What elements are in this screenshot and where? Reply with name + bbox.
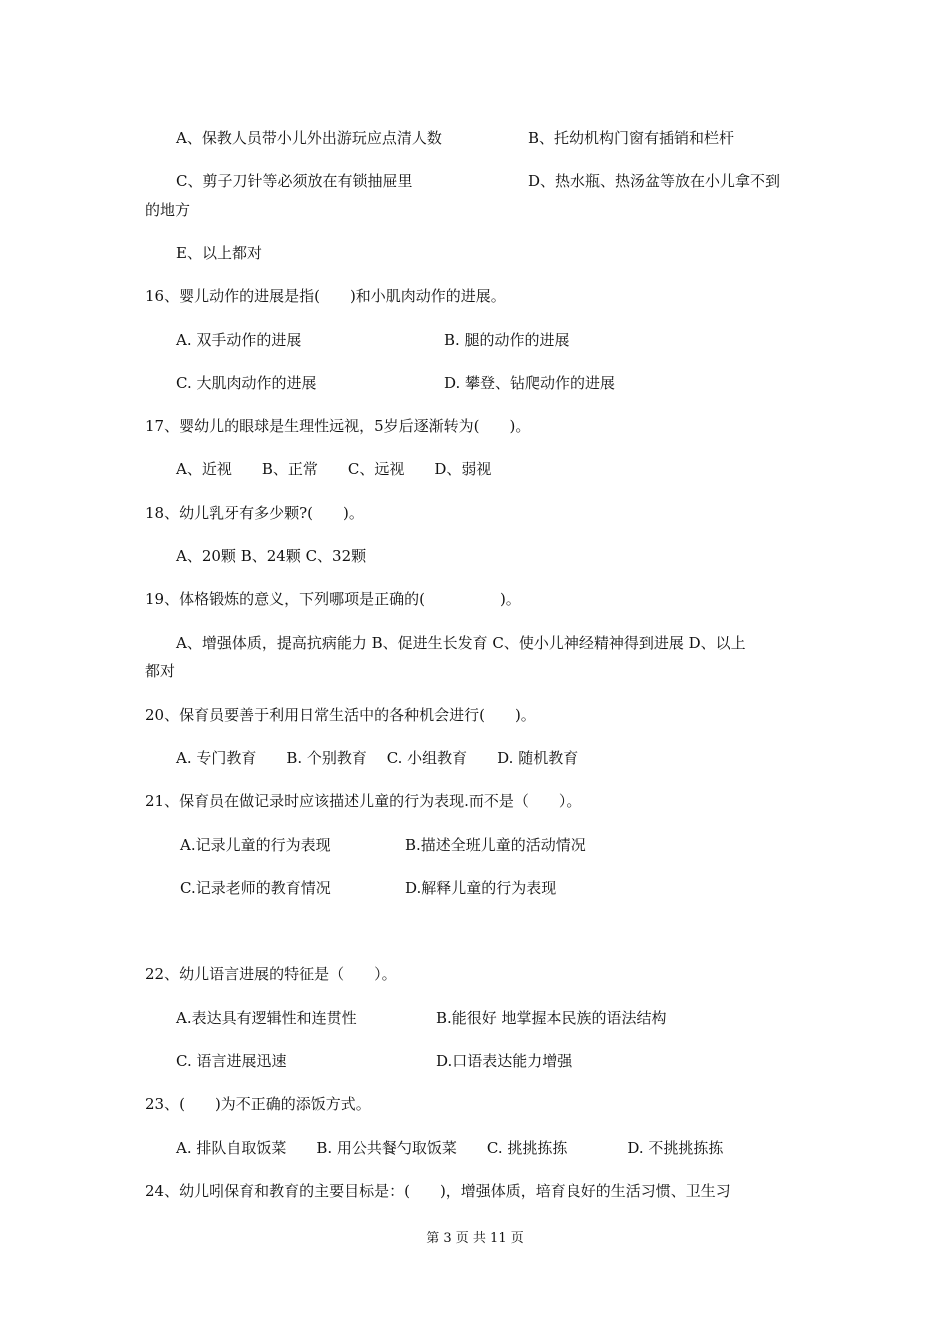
q19-options-continued: 都对 <box>145 662 176 680</box>
q15-option-d: D、热水瓶、热汤盆等放在小儿拿不到 <box>528 172 781 190</box>
q15-option-d-continued: 的地方 <box>145 201 191 219</box>
q19-options: A、增强体质，提高抗病能力 B、促进生长发育 C、使小儿神经精神得到进展 D、以上 <box>176 634 746 652</box>
q15-option-b: B、托幼机构门窗有插销和栏杆 <box>528 129 735 147</box>
q22-option-d: D.口语表达能力增强 <box>436 1052 573 1070</box>
page-number: 第 3 页 共 11 页 <box>426 1231 524 1246</box>
q20-stem: 20、保育员要善于利用日常生活中的各种机会进行( )。 <box>145 706 536 724</box>
q20-options: A. 专门教育 B. 个别教育 C. 小组教育 D. 随机教育 <box>176 749 579 767</box>
q23-stem: 23、( )为不正确的添饭方式。 <box>145 1095 371 1113</box>
q22-option-c: C. 语言进展迅速 <box>176 1052 287 1070</box>
q24-stem: 24、幼儿吲保育和教育的主要目标是：( )，增强体质，培育良好的生活习惯、卫生习 <box>145 1182 731 1200</box>
q16-option-c: C. 大肌肉动作的进展 <box>176 374 317 392</box>
q23-options: A. 排队自取饭菜 B. 用公共餐勺取饭菜 C. 挑挑拣拣 D. 不挑挑拣拣 <box>176 1139 724 1157</box>
q15-option-a: A、保教人员带小儿外出游玩应点清人数 <box>176 129 442 147</box>
q18-stem: 18、幼儿乳牙有多少颗?( )。 <box>145 504 364 522</box>
q16-option-b: B. 腿的动作的进展 <box>444 331 570 349</box>
q22-option-b: B.能很好 地掌握本民族的语法结构 <box>436 1009 667 1027</box>
q16-stem: 16、婴儿动作的进展是指( )和小肌肉动作的进展。 <box>145 287 506 305</box>
q22-stem: 22、幼儿语言进展的特征是（ ）。 <box>145 965 397 983</box>
q21-option-d: D.解释儿童的行为表现 <box>405 879 557 897</box>
q16-option-d: D. 攀登、钻爬动作的进展 <box>444 374 616 392</box>
q19-stem: 19、体格锻炼的意义，下列哪项是正确的( )。 <box>145 590 521 608</box>
q22-option-a: A.表达具有逻辑性和连贯性 <box>176 1009 357 1027</box>
q21-option-b: B.描述全班儿童的活动情况 <box>405 836 586 854</box>
q17-options: A、近视 B、正常 C、远视 D、弱视 <box>176 460 492 478</box>
q18-options: A、20颗 B、24颗 C、32颗 <box>176 547 367 565</box>
q17-stem: 17、婴幼儿的眼球是生理性远视，5岁后逐渐转为( )。 <box>145 417 531 435</box>
q21-option-c: C.记录老师的教育情况 <box>180 879 331 897</box>
q16-option-a: A. 双手动作的进展 <box>176 331 302 349</box>
q15-option-e: E、以上都对 <box>176 244 262 262</box>
q15-option-c: C、剪子刀针等必须放在有锁抽屉里 <box>176 172 413 190</box>
q21-stem: 21、保育员在做记录时应该描述儿童的行为表现.而不是（ ）。 <box>145 792 582 810</box>
q21-option-a: A.记录儿童的行为表现 <box>180 836 331 854</box>
